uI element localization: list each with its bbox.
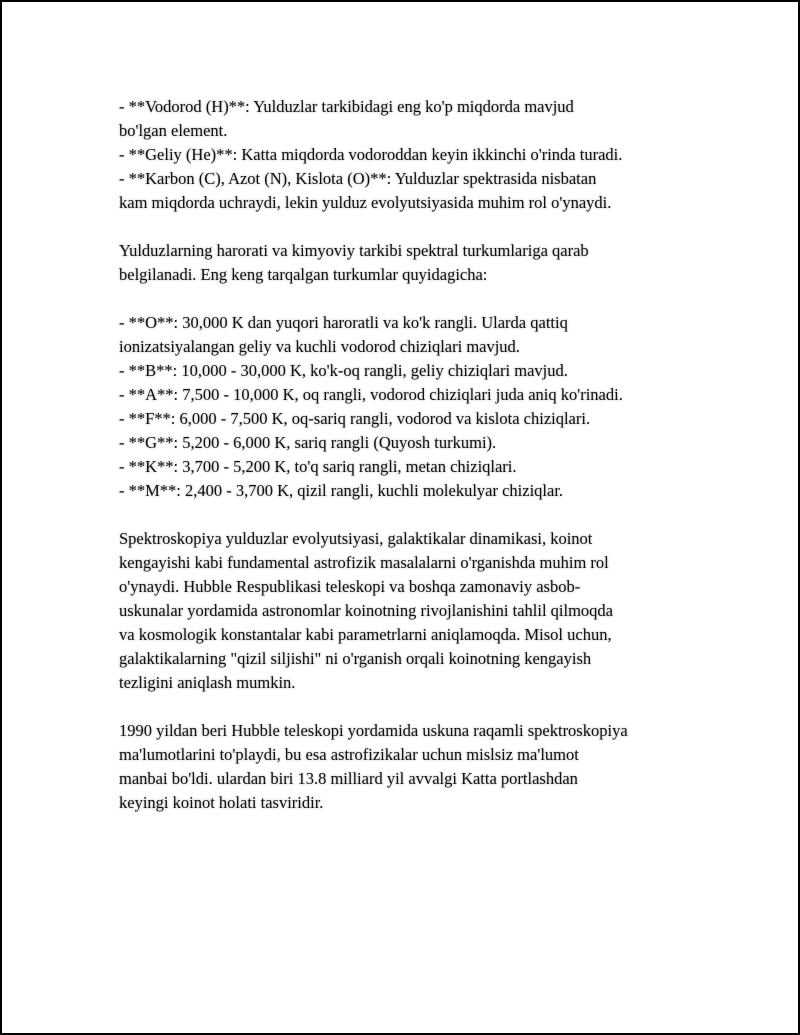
paragraph-line: belgilanadi. Eng keng tarqalgan turkumlar quyidagicha: (119, 265, 488, 284)
list-line: - **O**: 30,000 K dan yuqori haroratli va ko'k rangli. Ularda qattiq (119, 313, 568, 332)
paragraph-line: va kosmologik konstantalar kabi parametrlarni aniqlamoqda. Misol uchun, (119, 625, 612, 644)
list-line: - **A**: 7,500 - 10,000 K, oq rangli, vodorod chiziqlari juda aniq ko'rinadi. (119, 385, 623, 404)
paragraph-line: galaktikalarning "qizil siljishi" ni o'rganish orqali koinotning kengayish (119, 649, 592, 668)
paragraph-line: o'ynaydi. Hubble Respublikasi teleskopi va boshqa zamonaviy asbob- (119, 577, 581, 596)
list-line: ionizatsiyalangan geliy va kuchli vodorod chiziqlari mavjud. (119, 337, 520, 356)
spectral-classes-list (119, 311, 719, 503)
paragraph-line: kengayishi kabi fundamental astrofizik masalalarni o'rganishda muhim rol (119, 553, 609, 572)
list-line: - **Geliy (He)**: Katta miqdorda vodoroddan keyin ikkinchi o'rinda turadi. (119, 145, 623, 164)
list-line: - **Vodorod (H)**: Yulduzlar tarkibidagi eng ko'p miqdorda mavjud (119, 97, 574, 116)
list-line: - **G**: 5,200 - 6,000 K, sariq rangli (Quyosh turkumi). (119, 433, 497, 452)
list-line: - **Karbon (C), Azot (N), Kislota (O)**: Yulduzlar spektrasida nisbatan (119, 169, 597, 188)
list-line: kam miqdorda uchraydi, lekin yulduz evolyutsiyasida muhim rol o'ynaydi. (119, 193, 612, 212)
list-line: - **B**: 10,000 - 30,000 K, ko'k-oq rangli, geliy chiziqlari mavjud. (119, 361, 568, 380)
paragraph-line: manbai bo'ldi. ulardan biri 13.8 milliard yil avvalgi Katta portlashdan (119, 769, 578, 788)
paragraph-line: uskunalar yordamida astronomlar koinotning rivojlanishini tahlil qilmoqda (119, 601, 614, 620)
list-line: bo'lgan element. (119, 121, 228, 140)
hubble-paragraph (119, 719, 719, 815)
list-line: - **K**: 3,700 - 5,200 K, to'q sariq rangli, metan chiziqlari. (119, 457, 517, 476)
paragraph-line: ma'lumotlarini to'playdi, bu esa astrofizikalar uchun mislsiz ma'lumot (119, 745, 579, 764)
list-line: - **M**: 2,400 - 3,700 K, qizil rangli, kuchli molekulyar chiziqlar. (119, 481, 564, 500)
paragraph-line: Spektroskopiya yulduzlar evolyutsiyasi, galaktikalar dinamikasi, koinot (119, 529, 593, 548)
paragraph-line: 1990 yildan beri Hubble teleskopi yordamida uskuna raqamli spektroskopiya (119, 721, 628, 740)
paragraph-line: tezligini aniqlash mumkin. (119, 673, 296, 692)
document-body (119, 95, 719, 839)
spectroscopy-paragraph (119, 527, 719, 695)
paragraph-line: Yulduzlarning harorati va kimyoviy tarkibi spektral turkumlariga qarab (119, 241, 589, 260)
list-line: - **F**: 6,000 - 7,500 K, oq-sariq rangli, vodorod va kislota chiziqlari. (119, 409, 591, 428)
paragraph-line: keyingi koinot holati tasviridir. (119, 793, 324, 812)
elements-list (119, 95, 719, 215)
intro-paragraph (119, 239, 719, 287)
